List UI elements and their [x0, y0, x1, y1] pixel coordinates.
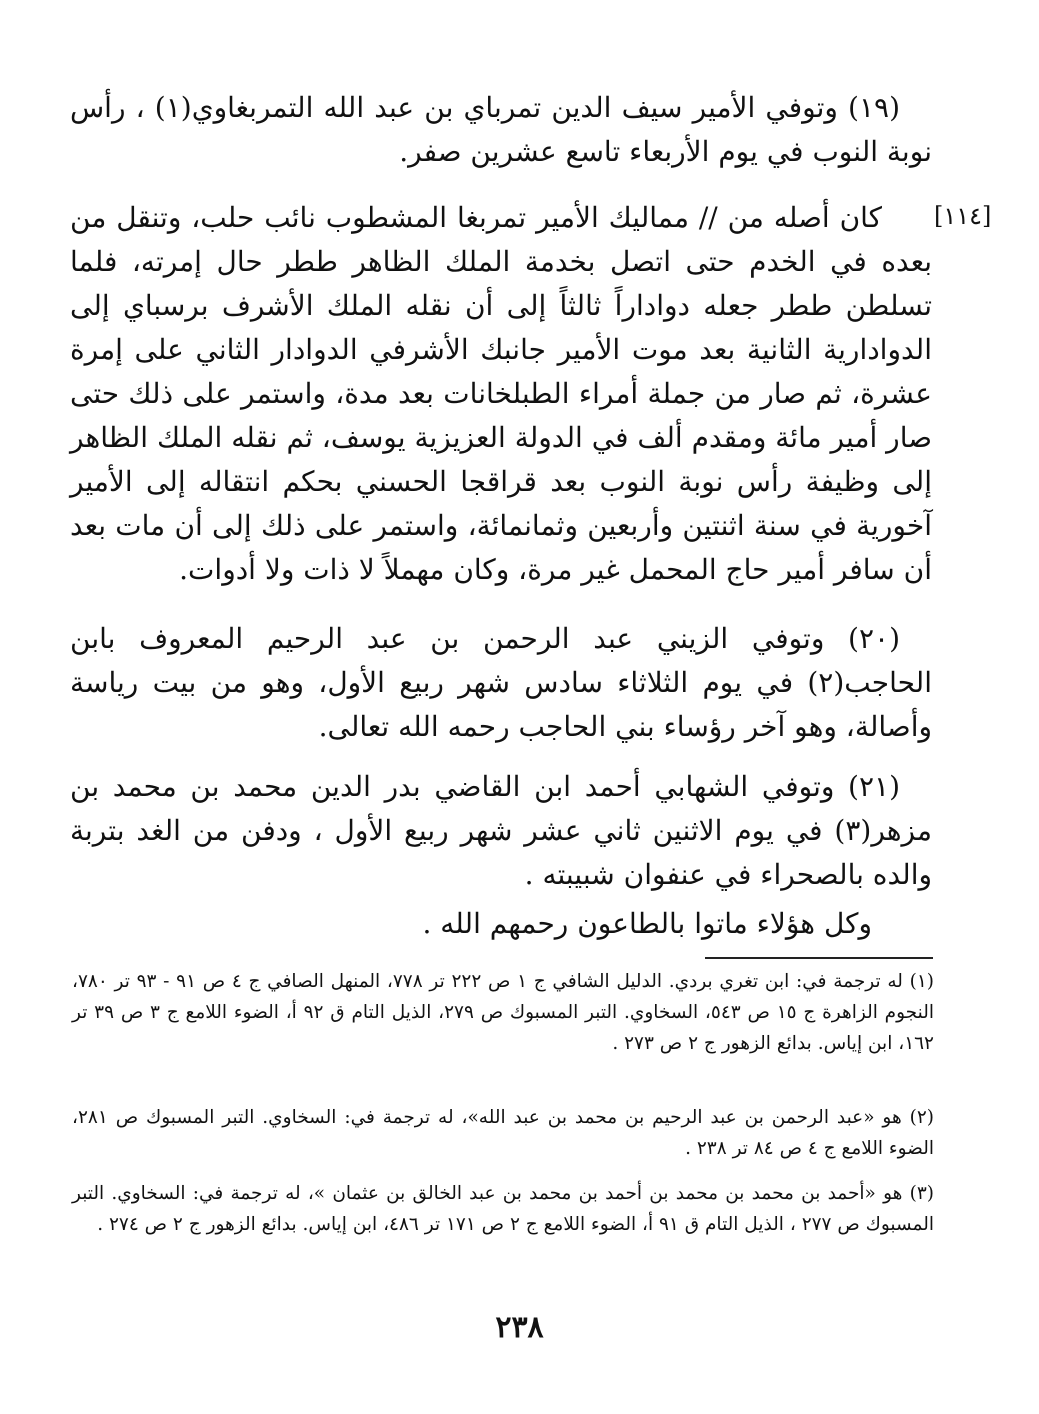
- footnote-3: (٣) هو «أحمد بن محمد بن محمد بن أحمد بن محمد بن عبد الخالق بن عثمان »، له ترجمة في: السخاوي. التبر المسبوك ص ٢٧٧ ، الذيل التام ق ٩١ أ، الضوء اللامع ج ٢ ص ١٧١ تر ٤٨٦، ابن إياس. بدائع الزهور ج ٢ ص ٢٧٤ .: [72, 1183, 934, 1235]
- entry-19: (١٩) وتوفي الأمير سيف الدين تمرباي بن عبد الله التمربغاوي(١) ، رأس نوبة النوب في يوم الأربعاء تاسع عشرين صفر.: [70, 91, 932, 168]
- manuscript-folio-ref: [١١٤]: [934, 202, 992, 230]
- page-number: ٢٣٨: [495, 1310, 544, 1345]
- entry-19-biography: كان أصله من // مماليك الأمير تمربغا المشطوب نائب حلب، وتنقل من بعده في الخدم حتى اتصل بخدمة الملك الظاهر ططر حال إمرته، فلما تسلطن ططر جعله دواداراً ثالثاً إلى أن نقله الملك الأشرف برسباي إلى الدوادارية الثانية بعد موت الأمير جانبك الأشرفي الدوادار الثاني على إمرة عشرة، ثم صار من جملة أمراء الطبلخانات بعد مدة، واستمر على ذلك حتى صار أمير مائة ومقدم ألف في الدولة العزيزية يوسف، ثم نقله الملك الظاهر إلى وظيفة رأس نوبة النوب بعد قراقجا الحسني بحكم انتقاله إلى الأمير آخورية في سنة اثنتين وأربعين وثمانمائة، واستمر على ذلك إلى أن مات بعد أن سافر أمير حاج المحمل غير مرة، وكان مهملاً لا ذات ولا أدوات.: [70, 201, 932, 586]
- closing-line: وكل هؤلاء ماتوا بالطاعون رحمهم الله .: [422, 907, 872, 940]
- footnote-1: (١) له ترجمة في: ابن تغري بردي. الدليل الشافي ج ١ ص ٢٢٢ تر ٧٧٨، المنهل الصافي ج ٤ ص ٩١ - ٩٣ تر ٧٨٠، النجوم الزاهرة ج ١٥ ص ٥٤٣، السخاوي. التبر المسبوك ص ٢٧٩، الذيل التام ق ٩٢ أ، الضوء اللامع ج ٣ ص ٣٩ تر ١٦٢، ابن إياس. بدائع الزهور ج ٢ ص ٢٧٣ .: [72, 971, 934, 1054]
- entry-20: (٢٠) وتوفي الزيني عبد الرحمن بن عبد الرحيم المعروف بابن الحاجب(٢) في يوم الثلاثاء سادس شهر ربيع الأول، وهو من بيت رياسة وأصالة، وهو آخر رؤساء بني الحاجب رحمه الله تعالى.: [70, 622, 932, 743]
- footnote-2: (٢) هو «عبد الرحمن بن عبد الرحيم بن محمد بن عبد الله»، له ترجمة في: السخاوي. التبر المسبوك ص ٢٨١، الضوء اللامع ج ٤ ص ٨٤ تر ٢٣٨ .: [72, 1107, 934, 1159]
- entry-21: (٢١) وتوفي الشهابي أحمد ابن القاضي بدر الدين محمد بن محمد بن مزهر(٣) في يوم الاثنين ثاني عشر شهر ربيع الأول ، ودفن من الغد بتربة والده بالصحراء في عنفوان شبيبته .: [70, 770, 932, 891]
- footnote-divider: [705, 957, 933, 959]
